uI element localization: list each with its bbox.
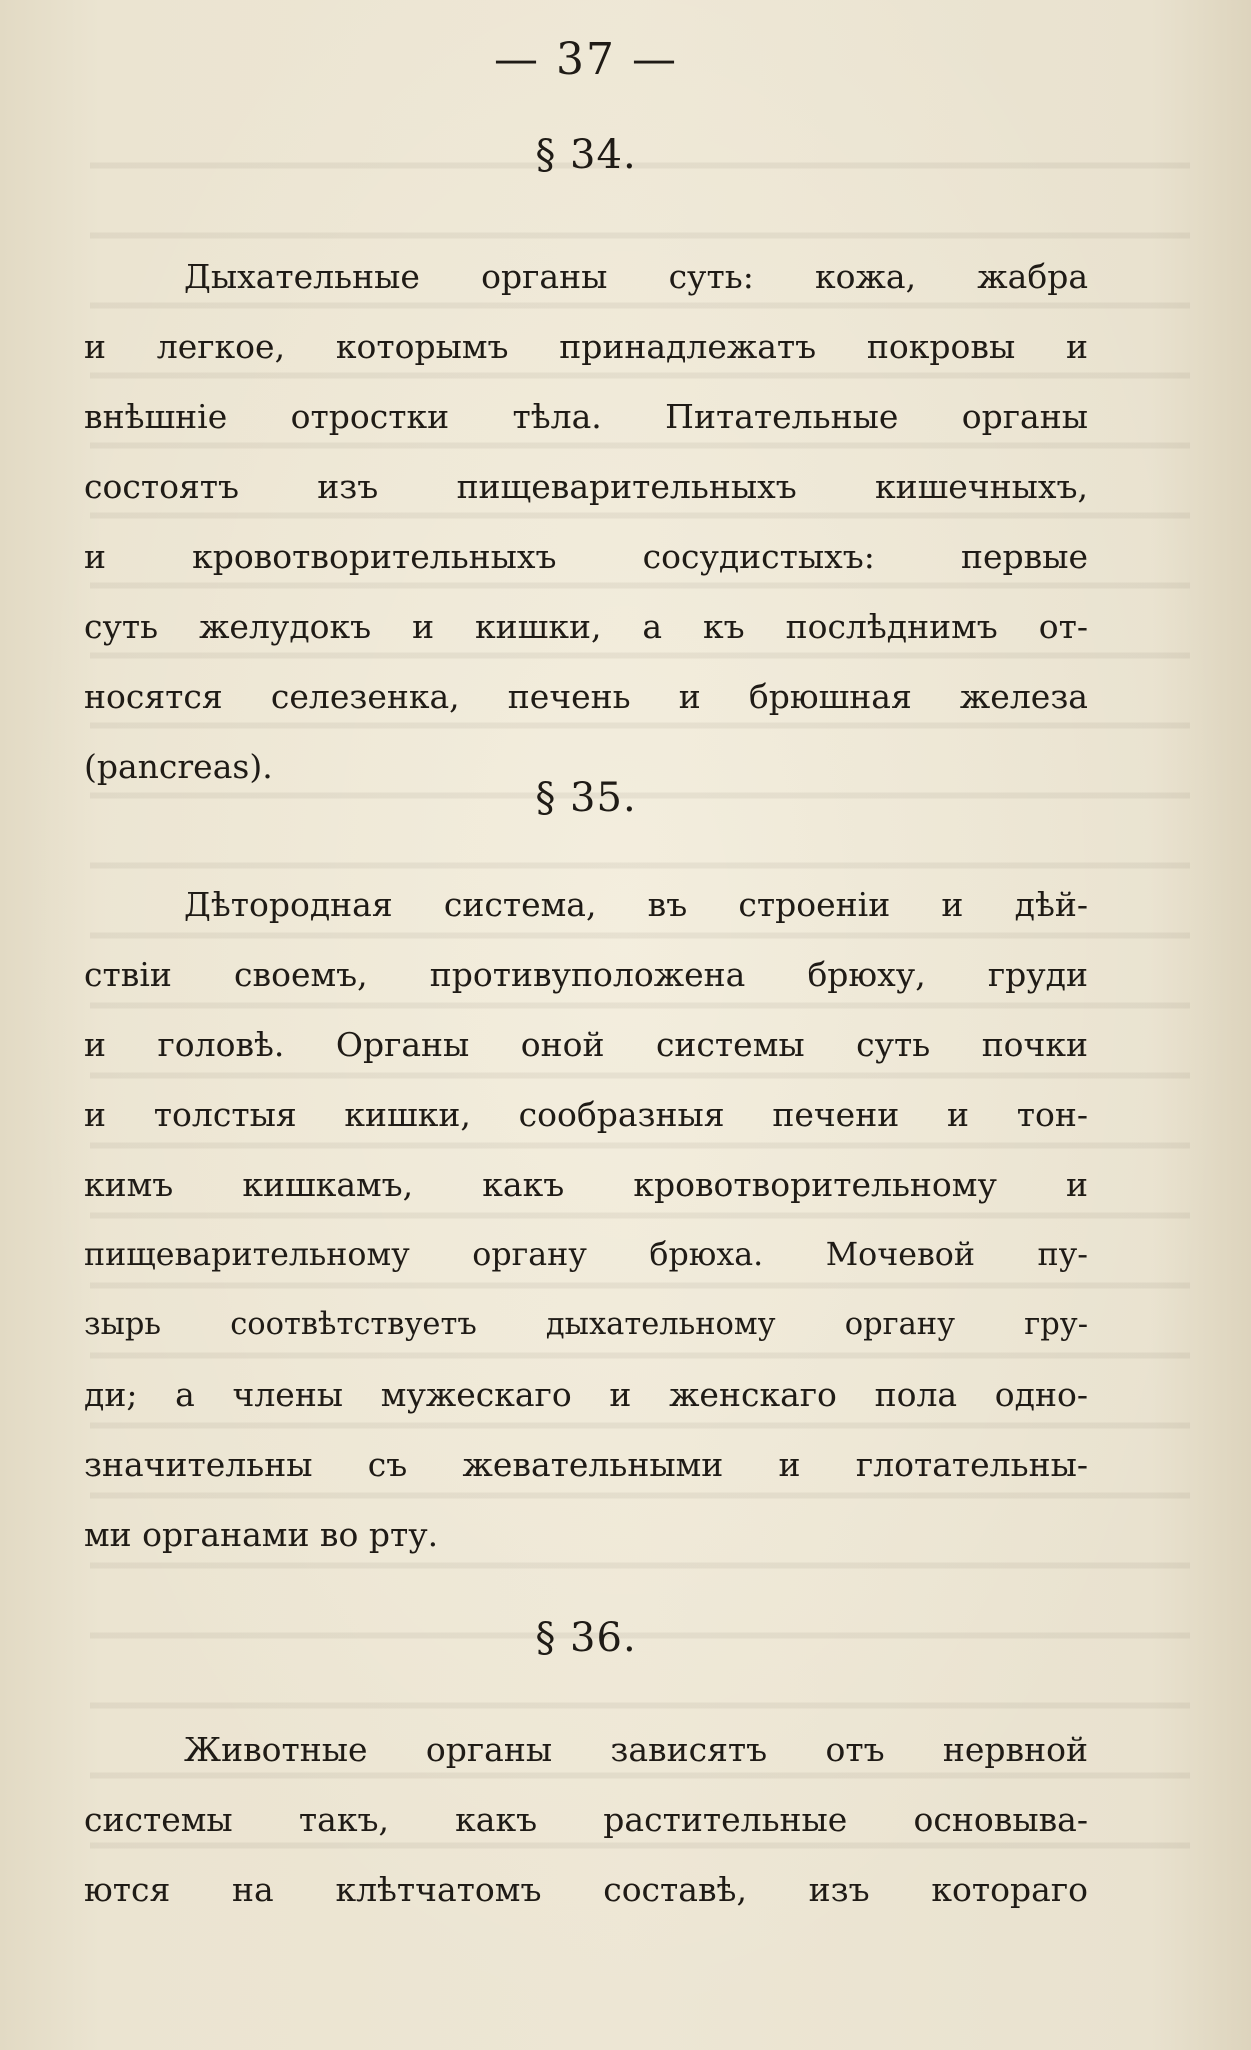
text-line: внѣшніе отростки тѣла. Питательные органы xyxy=(84,397,1088,436)
text-line: системы такъ, какъ растительные основыва- xyxy=(84,1800,1088,1839)
text-line: и легкое, которымъ принадлежатъ покровы и xyxy=(84,327,1088,366)
text-line: Животные органы зависятъ отъ нервной xyxy=(184,1730,1088,1769)
section-heading-34: § 34. xyxy=(535,132,637,178)
text-line: значительны съ жевательными и глотательны- xyxy=(84,1445,1088,1484)
text-line: кимъ кишкамъ, какъ кровотворительному и xyxy=(84,1165,1088,1204)
text-line: зырь соотвѣтствуетъ дыхательному органу гру- xyxy=(84,1307,1088,1342)
text-line: ются на клѣтчатомъ составѣ, изъ котораго xyxy=(84,1870,1088,1909)
text-line: Дѣторoдная система, въ строеніи и дѣй- xyxy=(184,885,1088,924)
text-line: Дыхательные органы суть: кожа, жабра xyxy=(184,257,1088,296)
text-line: (pancreas). xyxy=(84,747,273,786)
text-line: состоятъ изъ пищеварительныхъ кишечныхъ, xyxy=(84,467,1088,506)
text-line: и головѣ. Органы оной системы суть почки xyxy=(84,1025,1088,1064)
page-number: — 37 — xyxy=(494,34,678,85)
text-line: носятся селезенка, печень и брюшная железа xyxy=(84,677,1088,716)
text-line: и толстыя кишки, сообразныя печени и тон- xyxy=(84,1095,1088,1134)
text-line: ди; а члены мужескаго и женскаго пола одно- xyxy=(84,1375,1088,1414)
section-heading-35: § 35. xyxy=(535,775,637,821)
text-line: и кровотворительныхъ сосудистыхъ: первые xyxy=(84,537,1088,576)
text-line: ствіи своемъ, противуположена брюху, груди xyxy=(84,955,1088,994)
section-heading-36: § 36. xyxy=(535,1615,637,1661)
text-line: суть желудокъ и кишки, а къ послѣднимъ от- xyxy=(84,607,1088,646)
text-line: ми органами во рту. xyxy=(84,1515,439,1554)
text-line: пищеварительному органу брюха. Мочевой пу- xyxy=(84,1237,1088,1273)
